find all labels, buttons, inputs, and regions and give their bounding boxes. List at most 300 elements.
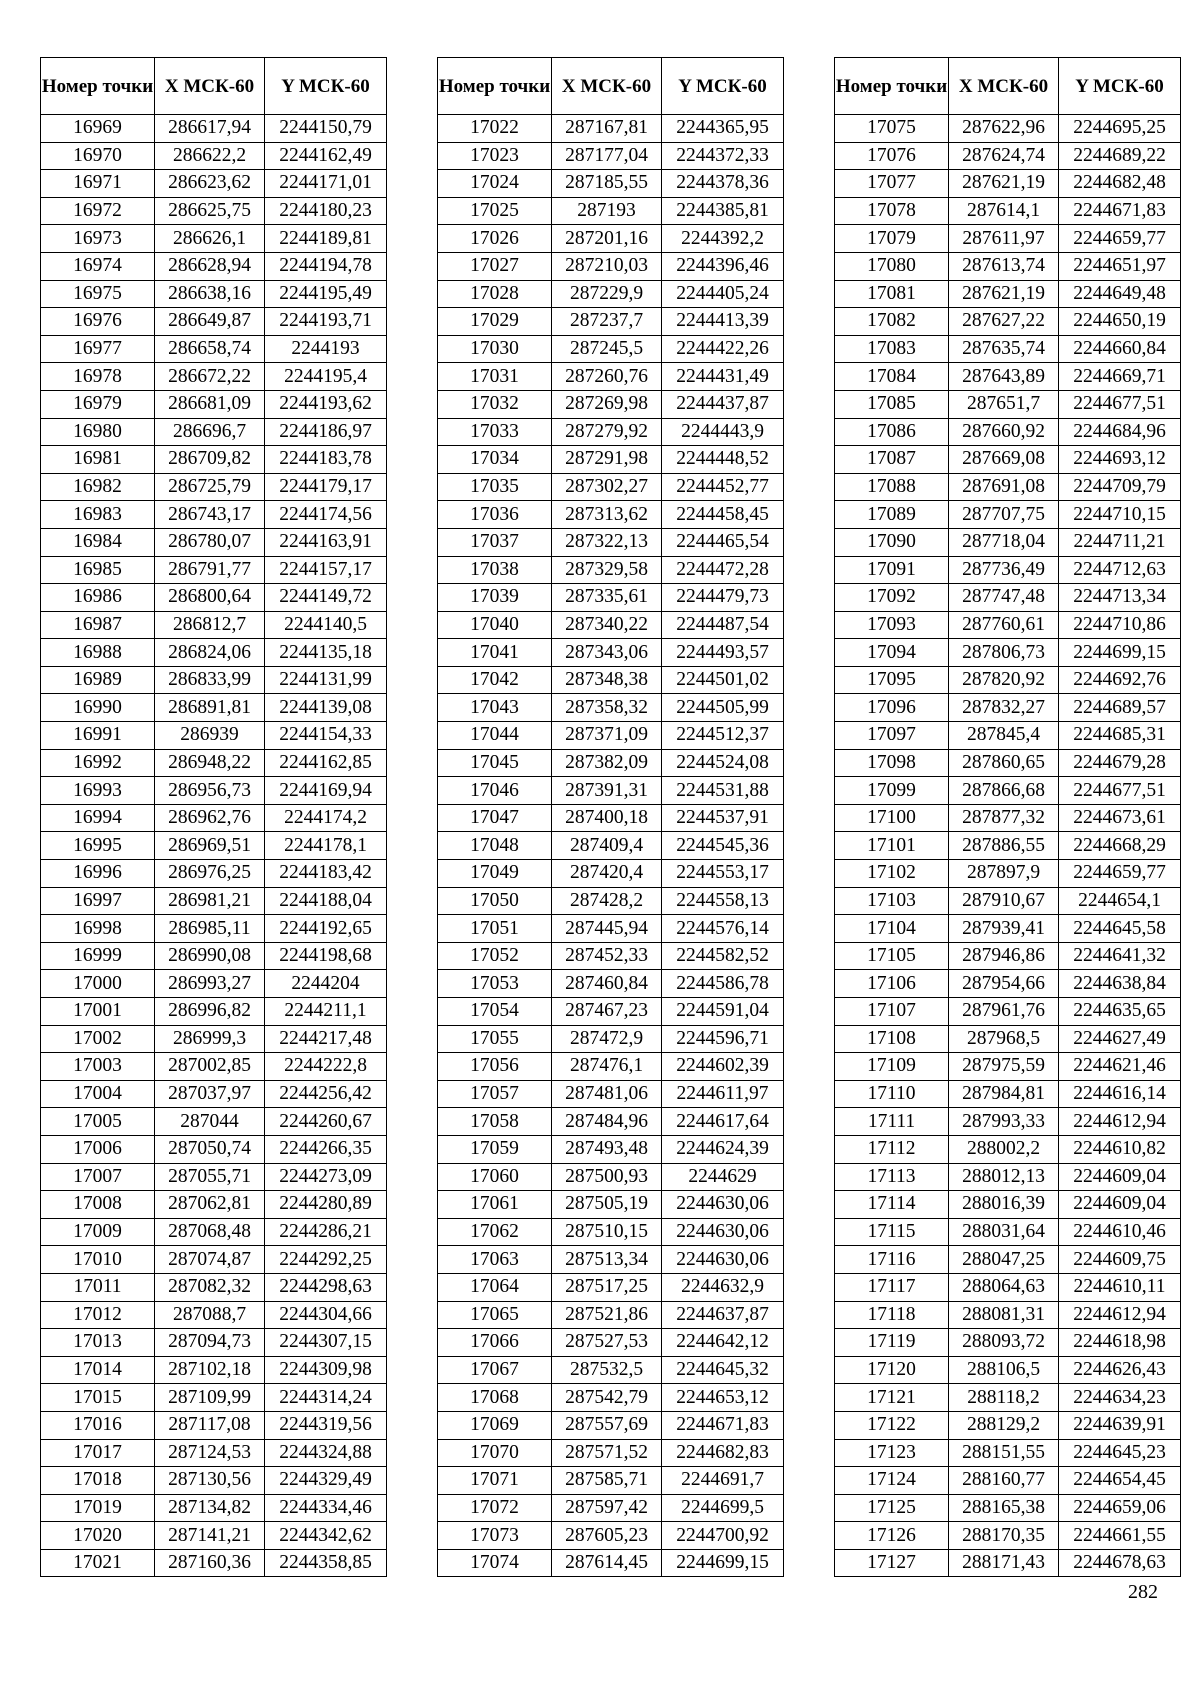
y-coordinate: 2244140,5 <box>265 611 387 639</box>
x-coordinate: 286623,62 <box>155 170 265 198</box>
x-coordinate: 287037,97 <box>155 1080 265 1108</box>
table-row <box>438 1522 784 1550</box>
point-number: 17044 <box>438 722 552 750</box>
point-number: 17038 <box>438 556 552 584</box>
table-row <box>835 611 1181 639</box>
point-number: 16982 <box>41 473 155 501</box>
table-row <box>835 1494 1181 1522</box>
y-coordinate: 2244162,49 <box>265 142 387 170</box>
x-coordinate: 287500,93 <box>552 1163 662 1191</box>
x-coordinate: 286800,64 <box>155 584 265 612</box>
y-coordinate: 2244609,04 <box>1059 1163 1181 1191</box>
table-row <box>835 197 1181 225</box>
x-coordinate: 287002,85 <box>155 1053 265 1081</box>
y-coordinate: 2244280,89 <box>265 1191 387 1219</box>
point-number: 17112 <box>835 1135 949 1163</box>
table-row <box>41 1218 387 1246</box>
x-coordinate: 287660,92 <box>949 418 1059 446</box>
table-row <box>835 1467 1181 1495</box>
table-row <box>438 860 784 888</box>
y-coordinate: 2244195,49 <box>265 280 387 308</box>
header-x: X МСК-60 <box>155 58 265 115</box>
y-coordinate: 2244413,39 <box>662 308 784 336</box>
y-coordinate: 2244193,71 <box>265 308 387 336</box>
x-coordinate: 286622,2 <box>155 142 265 170</box>
table-row <box>41 1080 387 1108</box>
y-coordinate: 2244626,43 <box>1059 1356 1181 1384</box>
x-coordinate: 288093,72 <box>949 1329 1059 1357</box>
y-coordinate: 2244602,39 <box>662 1053 784 1081</box>
x-coordinate: 286725,79 <box>155 473 265 501</box>
table-row <box>835 639 1181 667</box>
table-row <box>41 915 387 943</box>
y-coordinate: 2244591,04 <box>662 998 784 1026</box>
x-coordinate: 287460,84 <box>552 970 662 998</box>
x-coordinate: 287481,06 <box>552 1080 662 1108</box>
y-coordinate: 2244358,85 <box>265 1549 387 1577</box>
table-row <box>438 832 784 860</box>
table-row <box>438 390 784 418</box>
table-row <box>41 694 387 722</box>
x-coordinate: 288081,31 <box>949 1301 1059 1329</box>
y-coordinate: 2244630,06 <box>662 1218 784 1246</box>
y-coordinate: 2244180,23 <box>265 197 387 225</box>
table-row <box>438 1025 784 1053</box>
point-number: 17118 <box>835 1301 949 1329</box>
table-row <box>41 1356 387 1384</box>
x-coordinate: 286672,22 <box>155 363 265 391</box>
table-row <box>438 722 784 750</box>
page-number: 282 <box>1128 1581 1158 1603</box>
x-coordinate: 287517,25 <box>552 1273 662 1301</box>
table-row <box>41 556 387 584</box>
point-number: 17000 <box>41 970 155 998</box>
point-number: 16987 <box>41 611 155 639</box>
y-coordinate: 2244179,17 <box>265 473 387 501</box>
table-row <box>41 1053 387 1081</box>
x-coordinate: 287428,2 <box>552 887 662 915</box>
point-number: 16969 <box>41 115 155 143</box>
y-coordinate: 2244637,87 <box>662 1301 784 1329</box>
x-coordinate: 288171,43 <box>949 1549 1059 1577</box>
y-coordinate: 2244692,76 <box>1059 666 1181 694</box>
y-coordinate: 2244712,63 <box>1059 556 1181 584</box>
x-coordinate: 287635,74 <box>949 335 1059 363</box>
table-row <box>41 611 387 639</box>
y-coordinate: 2244632,9 <box>662 1273 784 1301</box>
table-row <box>41 1384 387 1412</box>
table-row <box>438 970 784 998</box>
y-coordinate: 2244671,83 <box>1059 197 1181 225</box>
table-row <box>438 1053 784 1081</box>
point-number: 17014 <box>41 1356 155 1384</box>
point-number: 17048 <box>438 832 552 860</box>
point-number: 17074 <box>438 1549 552 1577</box>
x-coordinate: 286681,09 <box>155 390 265 418</box>
point-number: 17072 <box>438 1494 552 1522</box>
point-number: 17094 <box>835 639 949 667</box>
x-coordinate: 287968,5 <box>949 1025 1059 1053</box>
table-row <box>835 1246 1181 1274</box>
point-number: 17004 <box>41 1080 155 1108</box>
point-number: 17069 <box>438 1411 552 1439</box>
table-row <box>41 363 387 391</box>
y-coordinate: 2244654,1 <box>1059 887 1181 915</box>
table-row <box>438 1301 784 1329</box>
x-coordinate: 288160,77 <box>949 1467 1059 1495</box>
point-number: 17084 <box>835 363 949 391</box>
table-row <box>41 501 387 529</box>
point-number: 16988 <box>41 639 155 667</box>
y-coordinate: 2244204 <box>265 970 387 998</box>
x-coordinate: 286969,51 <box>155 832 265 860</box>
x-coordinate: 287055,71 <box>155 1163 265 1191</box>
y-coordinate: 2244710,15 <box>1059 501 1181 529</box>
x-coordinate: 287348,38 <box>552 666 662 694</box>
y-coordinate: 2244324,88 <box>265 1439 387 1467</box>
point-number: 17059 <box>438 1135 552 1163</box>
point-number: 17073 <box>438 1522 552 1550</box>
point-number: 17061 <box>438 1191 552 1219</box>
point-number: 17050 <box>438 887 552 915</box>
point-number: 17019 <box>41 1494 155 1522</box>
point-number: 17120 <box>835 1356 949 1384</box>
point-number: 17107 <box>835 998 949 1026</box>
point-number: 17045 <box>438 749 552 777</box>
table-row <box>835 1025 1181 1053</box>
point-number: 17115 <box>835 1218 949 1246</box>
y-coordinate: 2244307,15 <box>265 1329 387 1357</box>
table-row <box>835 694 1181 722</box>
table-row <box>835 1384 1181 1412</box>
y-coordinate: 2244524,08 <box>662 749 784 777</box>
x-coordinate: 287335,61 <box>552 584 662 612</box>
table-row <box>41 1246 387 1274</box>
point-number: 17122 <box>835 1411 949 1439</box>
y-coordinate: 2244174,2 <box>265 804 387 832</box>
y-coordinate: 2244709,79 <box>1059 473 1181 501</box>
point-number: 17085 <box>835 390 949 418</box>
table-row <box>835 308 1181 336</box>
x-coordinate: 288129,2 <box>949 1411 1059 1439</box>
x-coordinate: 287484,96 <box>552 1108 662 1136</box>
table-row <box>438 1218 784 1246</box>
point-number: 17093 <box>835 611 949 639</box>
y-coordinate: 2244169,94 <box>265 777 387 805</box>
point-number: 17111 <box>835 1108 949 1136</box>
table-row <box>41 722 387 750</box>
x-coordinate: 287614,45 <box>552 1549 662 1577</box>
table-row <box>438 1411 784 1439</box>
point-number: 17003 <box>41 1053 155 1081</box>
table-row <box>438 528 784 556</box>
x-coordinate: 287050,74 <box>155 1135 265 1163</box>
point-number: 16997 <box>41 887 155 915</box>
y-coordinate: 2244612,94 <box>1059 1108 1181 1136</box>
y-coordinate: 2244198,68 <box>265 942 387 970</box>
x-coordinate: 287472,9 <box>552 1025 662 1053</box>
point-number: 17064 <box>438 1273 552 1301</box>
table-row <box>438 308 784 336</box>
table-row <box>438 1135 784 1163</box>
table-row <box>438 749 784 777</box>
table-row <box>438 804 784 832</box>
x-coordinate: 287939,41 <box>949 915 1059 943</box>
y-coordinate: 2244479,73 <box>662 584 784 612</box>
y-coordinate: 2244422,26 <box>662 335 784 363</box>
table-row <box>835 142 1181 170</box>
table-row <box>835 998 1181 1026</box>
y-coordinate: 2244645,32 <box>662 1356 784 1384</box>
x-coordinate: 287718,04 <box>949 528 1059 556</box>
y-coordinate: 2244596,71 <box>662 1025 784 1053</box>
point-number: 16970 <box>41 142 155 170</box>
x-coordinate: 287954,66 <box>949 970 1059 998</box>
point-number: 17056 <box>438 1053 552 1081</box>
table-row <box>438 1246 784 1274</box>
x-coordinate: 287736,49 <box>949 556 1059 584</box>
y-coordinate: 2244396,46 <box>662 252 784 280</box>
point-number: 17126 <box>835 1522 949 1550</box>
x-coordinate: 287322,13 <box>552 528 662 556</box>
table-row <box>835 777 1181 805</box>
point-number: 17079 <box>835 225 949 253</box>
header-y: Y МСК-60 <box>1059 58 1181 115</box>
table-row <box>835 1053 1181 1081</box>
x-coordinate: 287521,86 <box>552 1301 662 1329</box>
y-coordinate: 2244431,49 <box>662 363 784 391</box>
y-coordinate: 2244673,61 <box>1059 804 1181 832</box>
y-coordinate: 2244669,71 <box>1059 363 1181 391</box>
y-coordinate: 2244641,32 <box>1059 942 1181 970</box>
x-coordinate: 287117,08 <box>155 1411 265 1439</box>
x-coordinate: 286833,99 <box>155 666 265 694</box>
point-number: 17103 <box>835 887 949 915</box>
x-coordinate: 287806,73 <box>949 639 1059 667</box>
table-row <box>835 115 1181 143</box>
table-row <box>835 252 1181 280</box>
x-coordinate: 286658,74 <box>155 335 265 363</box>
table-row <box>41 1411 387 1439</box>
table-row <box>438 639 784 667</box>
point-number: 17006 <box>41 1135 155 1163</box>
table-row <box>835 887 1181 915</box>
point-number: 16973 <box>41 225 155 253</box>
table-row <box>438 501 784 529</box>
point-number: 16979 <box>41 390 155 418</box>
table-row <box>835 1163 1181 1191</box>
coordinate-table-3 <box>834 57 1181 1577</box>
point-number: 17090 <box>835 528 949 556</box>
point-number: 17109 <box>835 1053 949 1081</box>
table-row <box>835 1411 1181 1439</box>
y-coordinate: 2244174,56 <box>265 501 387 529</box>
y-coordinate: 2244609,04 <box>1059 1191 1181 1219</box>
point-number: 17113 <box>835 1163 949 1191</box>
x-coordinate: 286824,06 <box>155 639 265 667</box>
table-row <box>438 666 784 694</box>
y-coordinate: 2244685,31 <box>1059 722 1181 750</box>
point-number: 17124 <box>835 1467 949 1495</box>
table-row <box>835 666 1181 694</box>
point-number: 17114 <box>835 1191 949 1219</box>
header-row <box>41 58 387 115</box>
y-coordinate: 2244443,9 <box>662 418 784 446</box>
table-row <box>835 446 1181 474</box>
x-coordinate: 287493,48 <box>552 1135 662 1163</box>
table-row <box>835 473 1181 501</box>
y-coordinate: 2244493,57 <box>662 639 784 667</box>
point-number: 17108 <box>835 1025 949 1053</box>
x-coordinate: 287409,4 <box>552 832 662 860</box>
x-coordinate: 287707,75 <box>949 501 1059 529</box>
point-number: 17046 <box>438 777 552 805</box>
y-coordinate: 2244654,45 <box>1059 1467 1181 1495</box>
y-coordinate: 2244711,21 <box>1059 528 1181 556</box>
x-coordinate: 287313,62 <box>552 501 662 529</box>
table-row <box>835 749 1181 777</box>
x-coordinate: 286993,27 <box>155 970 265 998</box>
x-coordinate: 287400,18 <box>552 804 662 832</box>
table-row <box>41 1163 387 1191</box>
point-number: 17036 <box>438 501 552 529</box>
x-coordinate: 287611,97 <box>949 225 1059 253</box>
y-coordinate: 2244150,79 <box>265 115 387 143</box>
table-row <box>41 170 387 198</box>
x-coordinate: 287627,22 <box>949 308 1059 336</box>
y-coordinate: 2244653,12 <box>662 1384 784 1412</box>
x-coordinate: 286791,77 <box>155 556 265 584</box>
point-number: 17080 <box>835 252 949 280</box>
y-coordinate: 2244659,77 <box>1059 225 1181 253</box>
point-number: 16976 <box>41 308 155 336</box>
x-coordinate: 286626,1 <box>155 225 265 253</box>
x-coordinate: 287193 <box>552 197 662 225</box>
x-coordinate: 288064,63 <box>949 1273 1059 1301</box>
y-coordinate: 2244558,13 <box>662 887 784 915</box>
y-coordinate: 2244693,12 <box>1059 446 1181 474</box>
y-coordinate: 2244183,78 <box>265 446 387 474</box>
x-coordinate: 287279,92 <box>552 418 662 446</box>
point-number: 17027 <box>438 252 552 280</box>
x-coordinate: 287134,82 <box>155 1494 265 1522</box>
y-coordinate: 2244188,04 <box>265 887 387 915</box>
y-coordinate: 2244695,25 <box>1059 115 1181 143</box>
y-coordinate: 2244365,95 <box>662 115 784 143</box>
y-coordinate: 2244650,19 <box>1059 308 1181 336</box>
y-coordinate: 2244645,58 <box>1059 915 1181 943</box>
y-coordinate: 2244135,18 <box>265 639 387 667</box>
x-coordinate: 287167,81 <box>552 115 662 143</box>
table-row <box>438 777 784 805</box>
x-coordinate: 287886,55 <box>949 832 1059 860</box>
table-row <box>438 584 784 612</box>
header-point-number: Номер точки <box>835 58 949 115</box>
point-number: 17026 <box>438 225 552 253</box>
y-coordinate: 2244651,97 <box>1059 252 1181 280</box>
table-row <box>438 1439 784 1467</box>
point-number: 17017 <box>41 1439 155 1467</box>
y-coordinate: 2244211,1 <box>265 998 387 1026</box>
point-number: 17105 <box>835 942 949 970</box>
x-coordinate: 287984,81 <box>949 1080 1059 1108</box>
y-coordinate: 2244629 <box>662 1163 784 1191</box>
y-coordinate: 2244684,96 <box>1059 418 1181 446</box>
x-coordinate: 286617,94 <box>155 115 265 143</box>
point-number: 17063 <box>438 1246 552 1274</box>
table-row <box>41 998 387 1026</box>
table-row <box>438 1356 784 1384</box>
table-row <box>41 584 387 612</box>
x-coordinate: 287557,69 <box>552 1411 662 1439</box>
table-row <box>835 584 1181 612</box>
y-coordinate: 2244131,99 <box>265 666 387 694</box>
point-number: 17001 <box>41 998 155 1026</box>
x-coordinate: 287074,87 <box>155 1246 265 1274</box>
table-row <box>835 915 1181 943</box>
point-number: 16990 <box>41 694 155 722</box>
y-coordinate: 2244458,45 <box>662 501 784 529</box>
y-coordinate: 2244699,5 <box>662 1494 784 1522</box>
x-coordinate: 287177,04 <box>552 142 662 170</box>
x-coordinate: 286990,08 <box>155 942 265 970</box>
table-row <box>835 1549 1181 1577</box>
y-coordinate: 2244309,98 <box>265 1356 387 1384</box>
x-coordinate: 288047,25 <box>949 1246 1059 1274</box>
x-coordinate: 287910,67 <box>949 887 1059 915</box>
point-number: 17055 <box>438 1025 552 1053</box>
x-coordinate: 287747,48 <box>949 584 1059 612</box>
table-row <box>835 1273 1181 1301</box>
point-number: 16983 <box>41 501 155 529</box>
table-row <box>41 1439 387 1467</box>
y-coordinate: 2244139,08 <box>265 694 387 722</box>
x-coordinate: 287669,08 <box>949 446 1059 474</box>
y-coordinate: 2244512,37 <box>662 722 784 750</box>
table-row <box>438 252 784 280</box>
y-coordinate: 2244611,97 <box>662 1080 784 1108</box>
point-number: 16998 <box>41 915 155 943</box>
point-number: 17082 <box>835 308 949 336</box>
point-number: 17042 <box>438 666 552 694</box>
table-row <box>438 418 784 446</box>
y-coordinate: 2244385,81 <box>662 197 784 225</box>
point-number: 16994 <box>41 804 155 832</box>
y-coordinate: 2244638,84 <box>1059 970 1181 998</box>
point-number: 17125 <box>835 1494 949 1522</box>
y-coordinate: 2244682,48 <box>1059 170 1181 198</box>
x-coordinate: 287124,53 <box>155 1439 265 1467</box>
point-number: 17034 <box>438 446 552 474</box>
y-coordinate: 2244635,65 <box>1059 998 1181 1026</box>
x-coordinate: 287832,27 <box>949 694 1059 722</box>
y-coordinate: 2244618,98 <box>1059 1329 1181 1357</box>
y-coordinate: 2244661,55 <box>1059 1522 1181 1550</box>
table-row <box>41 970 387 998</box>
x-coordinate: 287510,15 <box>552 1218 662 1246</box>
table-row <box>41 390 387 418</box>
point-number: 17067 <box>438 1356 552 1384</box>
table-row <box>835 1301 1181 1329</box>
y-coordinate: 2244677,51 <box>1059 777 1181 805</box>
header-point-number: Номер точки <box>41 58 155 115</box>
point-number: 17110 <box>835 1080 949 1108</box>
table-row <box>835 1329 1181 1357</box>
table-row <box>438 1108 784 1136</box>
x-coordinate: 287621,19 <box>949 280 1059 308</box>
y-coordinate: 2244186,97 <box>265 418 387 446</box>
x-coordinate: 286939 <box>155 722 265 750</box>
